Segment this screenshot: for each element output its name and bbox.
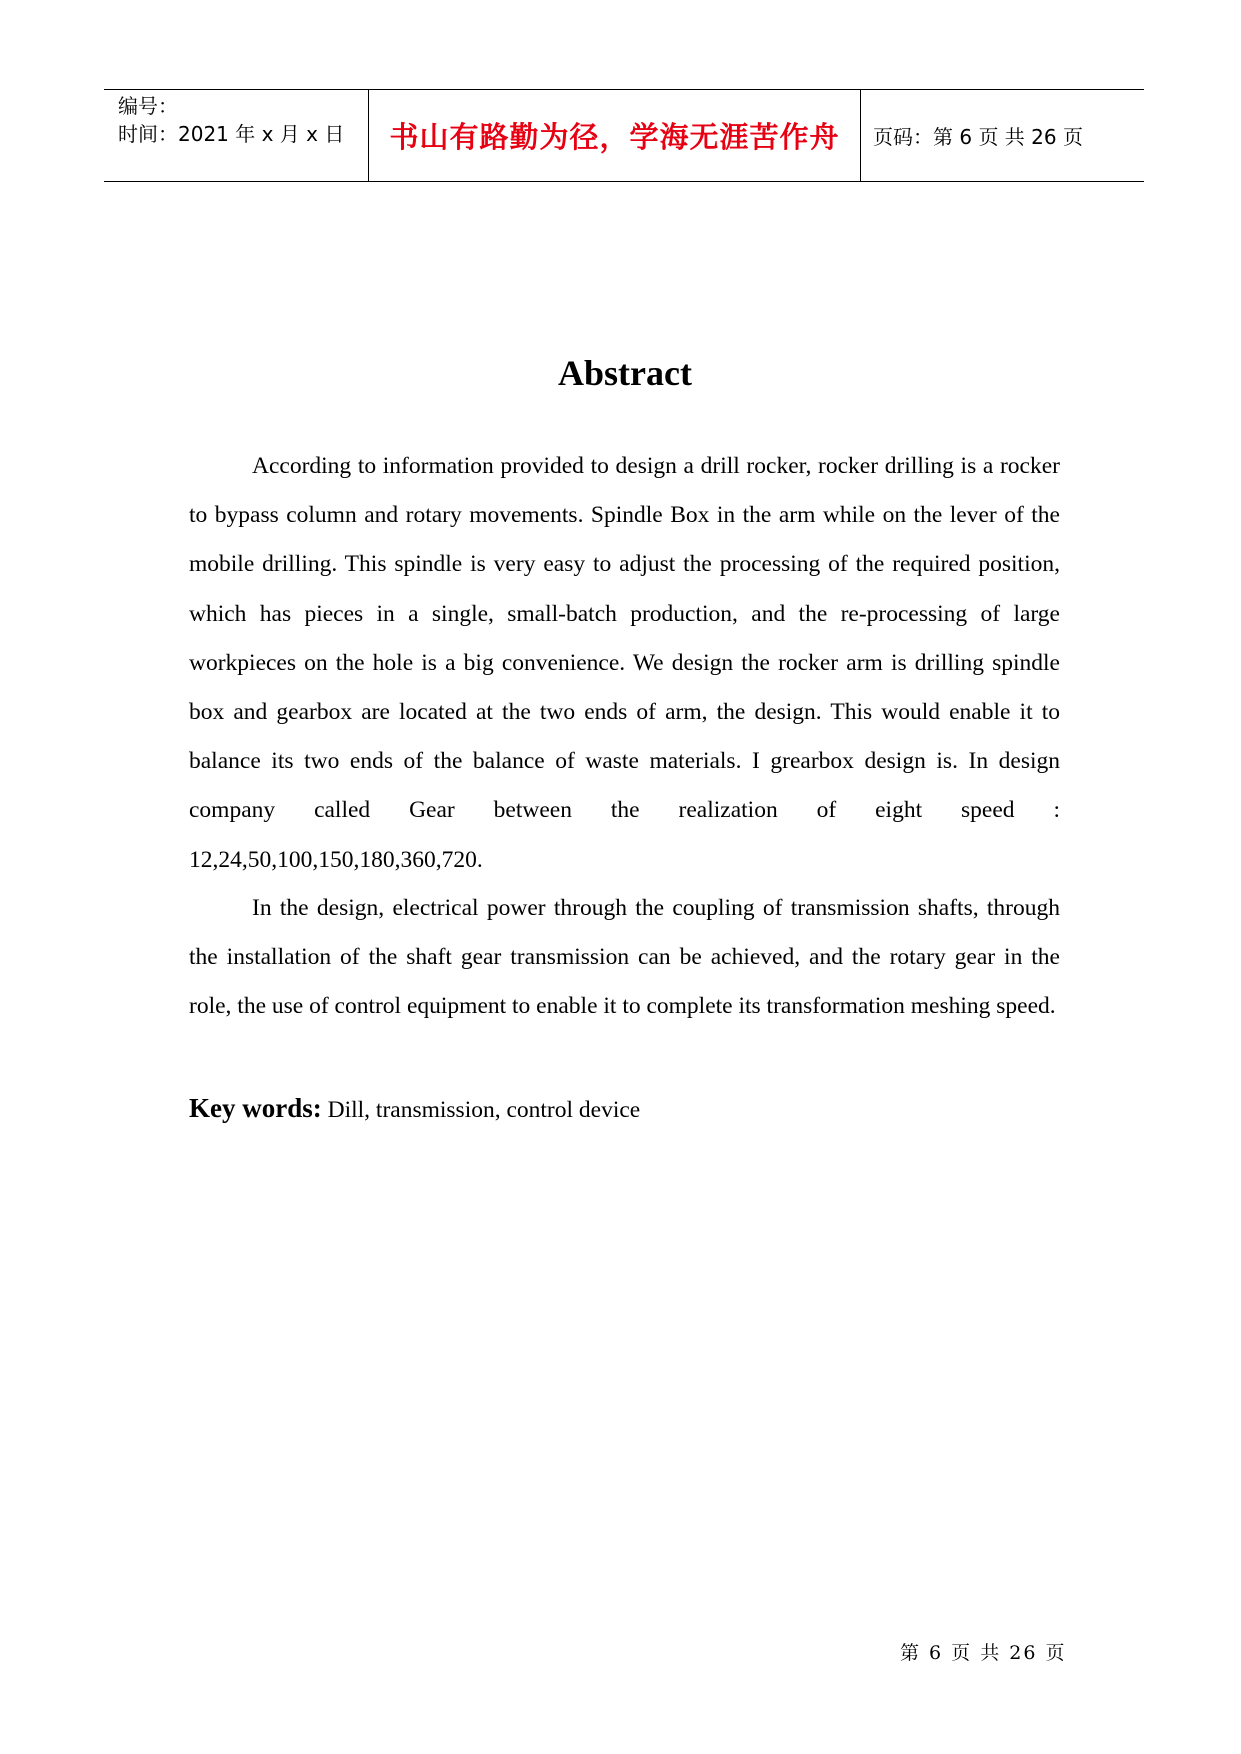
keywords-value: Dill, transmission, control device [321,1097,641,1123]
keywords-label: Key words: [189,1093,322,1123]
abstract-paragraph-2: In the design, electrical power through the coupling of transmission shafts, through the installation of the shaft gear transmission can be achieved, and the rotary gear in the role, the use of control equipment to enable it to complete its transformation meshing speed. [189,895,1060,1020]
keywords-line [189,1093,640,1124]
header-motto-cell [369,90,861,181]
page-header [104,89,1144,182]
date-label: 时间：2021 年 x 月 x 日 [118,122,345,146]
page-footer: 第 6 页 共 26 页 [900,1642,1067,1664]
serial-number-label: 编号： [118,94,178,118]
header-page-number: 页码：第 6 页 共 26 页 [873,125,1083,149]
header-meta-cell [104,90,369,181]
header-pager-cell [861,90,1144,181]
header-motto: 书山有路勤为径，学海无涯苦作舟 [389,120,840,154]
abstract-paragraph-1: According to information provided to design a drill rocker, rocker drilling is a rocker to bypass column and rotary movements. Spindle Box in the arm while on the lever of the mobile drilling. This spindle is very easy to adjust the processing of the required position, which has pieces in a single, small-batch production, and the re-processing of large workpieces on the hole is a big convenience. We design the rocker arm is drilling spindle box and gearbox are located at the two ends of arm, the design. This would enable it to balance its two ends of the balance of waste materials. I grearbox design is. In design company called Gear between the realization of eight speed : 12,24,50,100,150,180,360,720. [189,453,1060,873]
page-title: Abstract [558,353,692,393]
